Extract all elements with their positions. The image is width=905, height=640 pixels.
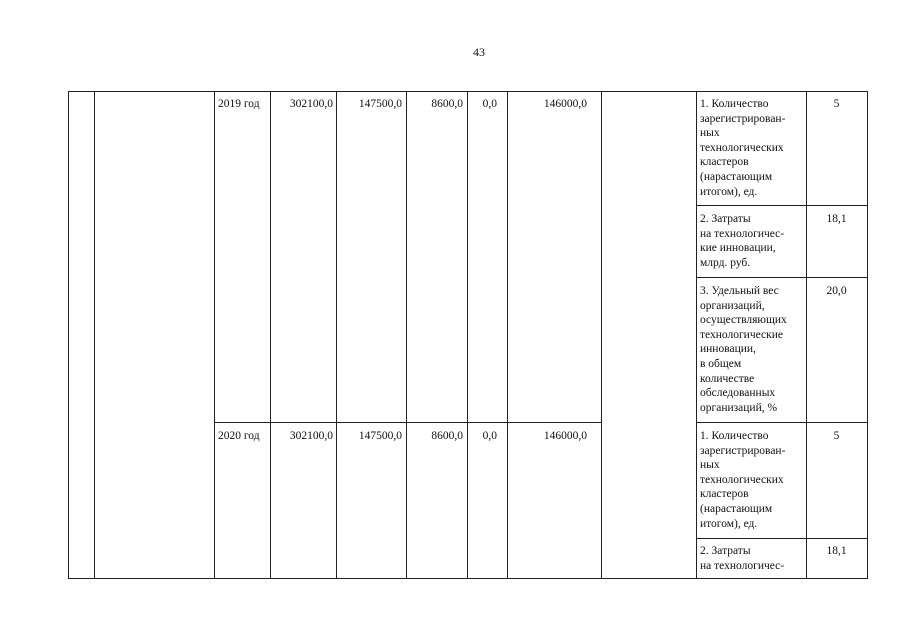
row-divider-indicator [696, 277, 868, 278]
indicator-value: 18,1 [826, 213, 847, 225]
column-divider [467, 91, 468, 579]
year-cell: 2020 год [218, 430, 260, 442]
page-number: 43 [473, 45, 485, 59]
amount-cell: 146000,0 [543, 430, 587, 442]
indicator-text: 1. Количество зарегистрирован- ных технологических кластеров (нарастающим итогом), ед. [700, 430, 786, 530]
row-divider-indicator [696, 422, 868, 423]
row-divider-indicator [696, 538, 868, 539]
amount-cell: 146000,0 [543, 98, 587, 110]
indicator-text: 2. Затраты на технологичес- [700, 545, 785, 572]
column-divider [601, 91, 602, 579]
amount-cell: 8600,0 [431, 98, 463, 110]
year-cell: 2019 год [218, 98, 260, 110]
indicator-text: 2. Затраты на технологичес- кие инновации, млрд. руб. [700, 213, 785, 269]
column-divider [336, 91, 337, 579]
column-divider [806, 91, 807, 579]
column-divider [270, 91, 271, 579]
amount-cell: 147500,0 [358, 430, 402, 442]
indicator-value: 5 [833, 98, 840, 110]
total-amount-cell: 302100,0 [289, 430, 333, 442]
indicator-text: 1. Количество зарегистрирован- ных технологических кластеров (нарастающим итогом), ед. [700, 98, 786, 198]
table-border-top [68, 91, 868, 92]
amount-cell: 0,0 [482, 430, 497, 442]
amount-cell: 8600,0 [431, 430, 463, 442]
column-divider [94, 91, 95, 579]
column-divider [406, 91, 407, 579]
indicator-value: 20,0 [826, 285, 847, 297]
indicator-text: 3. Удельный вес организаций, осуществляющих технологические инновации, в общем количестве обследованных организаций, % [700, 285, 787, 414]
budget-table [68, 91, 868, 579]
amount-cell: 0,0 [482, 98, 497, 110]
total-amount-cell: 302100,0 [289, 98, 333, 110]
table-border-bottom [68, 578, 868, 579]
table-border-left [68, 91, 69, 579]
amount-cell: 147500,0 [358, 98, 402, 110]
indicator-value: 18,1 [826, 545, 847, 557]
column-divider [214, 91, 215, 579]
row-divider-year [214, 422, 601, 423]
column-divider [696, 91, 697, 579]
row-divider-indicator [696, 205, 868, 206]
column-divider [507, 91, 508, 579]
table-border-right [867, 91, 868, 579]
indicator-value: 5 [833, 430, 840, 442]
